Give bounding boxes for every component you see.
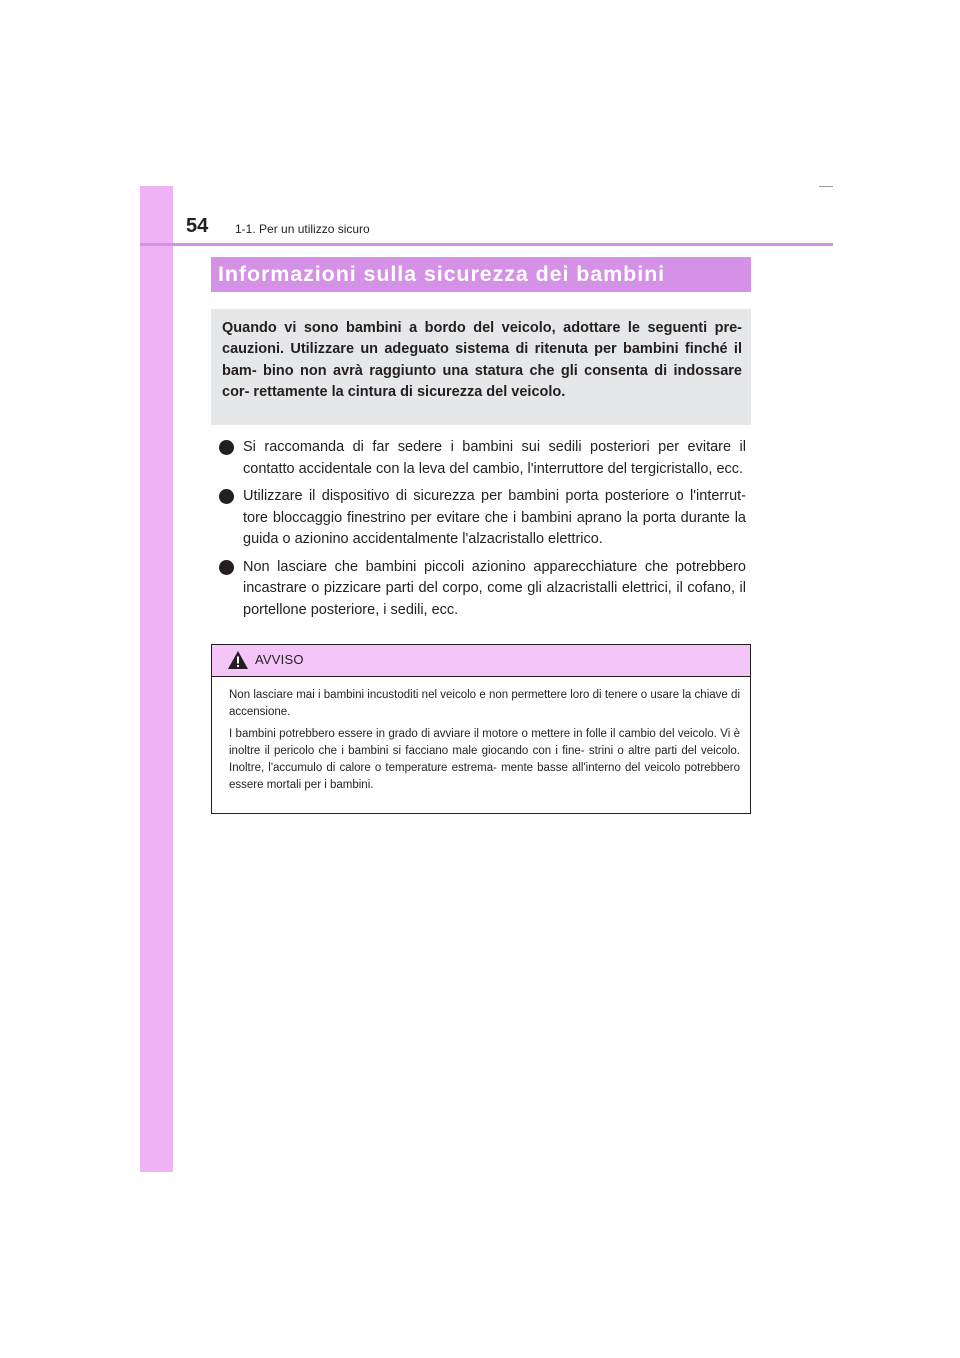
page-number: 54 xyxy=(186,215,209,237)
section-title: Informazioni sulla sicurezza dei bambini xyxy=(218,262,665,286)
intro-box xyxy=(211,309,751,425)
bullet-icon xyxy=(219,440,234,455)
warning-paragraph: I bambini potrebbero essere in grado di avviare il motore o mettere in folle il cambio del veicolo. Vi è inoltre il pericolo che i bambini si facciano male giocando con i fine- strini o altre parti del veicolo. Inoltre, l'accumulo di calore o temperature estrema- mente basse all'interno del veicolo potrebbero essere mortali per i bambini. xyxy=(229,728,740,791)
bullet-icon xyxy=(219,560,234,575)
warning-body xyxy=(212,677,750,794)
warning-title: AVVISO xyxy=(255,652,304,667)
breadcrumb: 1-1. Per un utilizzo sicuro xyxy=(235,222,370,236)
side-color-strip xyxy=(140,186,173,1172)
warning-header xyxy=(212,645,750,677)
bullet-text: Non lasciare che bambini piccoli azionino apparecchiature che potrebbero incastrare o pizzicare parti del corpo, come gli alzacristalli elettrici, il cofano, il portellone posteriore, i sedili, ecc. xyxy=(243,558,746,618)
bullet-list xyxy=(219,437,746,627)
list-item xyxy=(219,557,746,622)
warning-triangle-icon xyxy=(227,650,249,670)
crop-mark xyxy=(819,186,833,187)
warning-box xyxy=(211,644,751,814)
list-item xyxy=(219,486,746,551)
header-rule xyxy=(140,243,833,246)
warning-paragraph: Non lasciare mai i bambini incustoditi nel veicolo e non permettere loro di tenere o usare la chiave di accensione. xyxy=(229,689,740,718)
intro-text: Quando vi sono bambini a bordo del veicolo, adottare le seguenti pre- cauzioni. Utilizzare un adeguato sistema di ritenuta per bambini finché il bam- bino non avrà raggiunto una statura che gli consenta di indossare cor- rettamente la cintura di sicurezza del veicolo. xyxy=(222,320,742,400)
bullet-text: Si raccomanda di far sedere i bambini sui sedili posteriori per evitare il contatto accidentale con la leva del cambio, l'interruttore del tergicristallo, ecc. xyxy=(243,439,746,477)
list-item xyxy=(219,437,746,480)
section-title-bar xyxy=(211,257,751,292)
bullet-icon xyxy=(219,489,234,504)
bullet-text: Utilizzare il dispositivo di sicurezza per bambini porta posteriore o l'interrut- tore bloccaggio finestrino per evitare che i bambini aprano la porta durante la guida o azionino accidentalmente l'alzacristallo elettrico. xyxy=(243,488,746,547)
